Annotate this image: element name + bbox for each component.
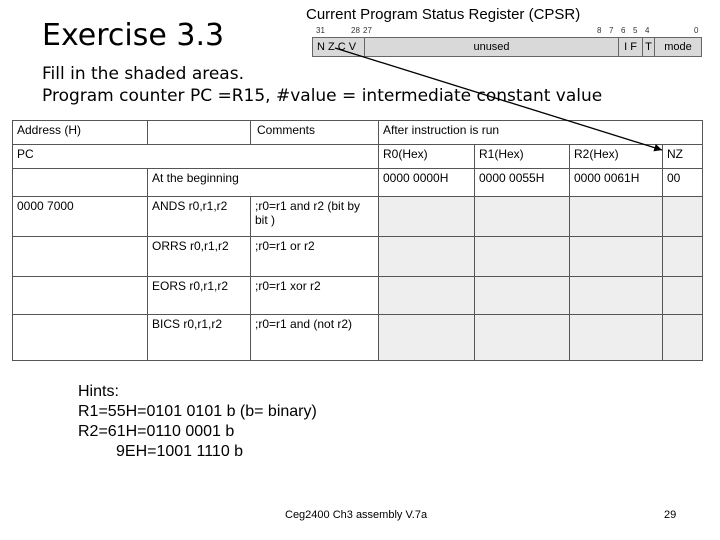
- bit-4-label: 4: [645, 26, 650, 35]
- beginning-r2: 0000 0061H: [570, 169, 663, 197]
- page-number: 29: [664, 509, 677, 521]
- row-instruction: BICS r0,r1,r2: [148, 315, 251, 361]
- beginning-r1: 0000 0055H: [475, 169, 570, 197]
- footer-text: Ceg2400 Ch3 assembly V.7a: [285, 509, 428, 521]
- row-comment: ;r0=r1 and r2 (bit by bit ): [251, 197, 379, 237]
- row-comment: ;r0=r1 or r2: [251, 237, 379, 277]
- hints-heading: Hints:: [78, 383, 119, 400]
- hint-line-3: 9EH=1001 1110 b: [116, 443, 244, 460]
- beginning-label: At the beginning: [148, 169, 379, 197]
- r1-header: R1(Hex): [475, 145, 570, 169]
- bit-5-label: 5: [633, 26, 638, 35]
- instruction-line-1: Fill in the shaded areas.: [42, 64, 244, 84]
- after-instruction-header: After instruction is run: [379, 121, 703, 145]
- row-address: 0000 7000: [13, 197, 148, 237]
- r0-header: R0(Hex): [379, 145, 475, 169]
- cpsr-mode-field: mode: [664, 41, 692, 53]
- hint-line-1: R1=55H=0101 0101 b (b= binary): [78, 403, 317, 420]
- address-header: Address (H): [13, 121, 148, 145]
- cpsr-flags-field: N Z C V: [313, 38, 365, 56]
- slide-title: Exercise 3.3: [42, 18, 225, 53]
- cpsr-t-field: T: [643, 38, 655, 56]
- beginning-r0: 0000 0000H: [379, 169, 475, 197]
- bit-27-label: 27: [363, 26, 372, 35]
- instruction-line-2: Program counter PC =R15, #value = intermediate constant value: [42, 86, 603, 106]
- beginning-nz: 00: [663, 169, 703, 197]
- hint-line-2: R2=61H=0110 0001 b: [78, 423, 235, 440]
- row-instruction: ORRS r0,r1,r2: [148, 237, 251, 277]
- cpsr-title: Current Program Status Register (CPSR): [306, 6, 581, 23]
- bit-6-label: 6: [621, 26, 626, 35]
- row-instruction: ANDS r0,r1,r2: [148, 197, 251, 237]
- row-instruction: EORS r0,r1,r2: [148, 277, 251, 315]
- row-comment: ;r0=r1 and (not r2): [251, 315, 379, 361]
- bit-28-label: 28: [351, 26, 360, 35]
- pc-label: PC: [13, 145, 379, 169]
- bit-31-label: 31: [316, 26, 325, 35]
- comments-header: Comments: [251, 121, 379, 145]
- hints-block: [78, 382, 317, 462]
- cpsr-if-field: I F: [619, 38, 643, 56]
- cpsr-unused-field: unused: [365, 38, 619, 56]
- nz-header: NZ: [663, 145, 703, 169]
- bit-0-label: 0: [694, 26, 699, 35]
- row-comment: ;r0=r1 xor r2: [251, 277, 379, 315]
- r2-header: R2(Hex): [570, 145, 663, 169]
- bit-8-label: 8: [597, 26, 602, 35]
- bit-7-label: 7: [609, 26, 614, 35]
